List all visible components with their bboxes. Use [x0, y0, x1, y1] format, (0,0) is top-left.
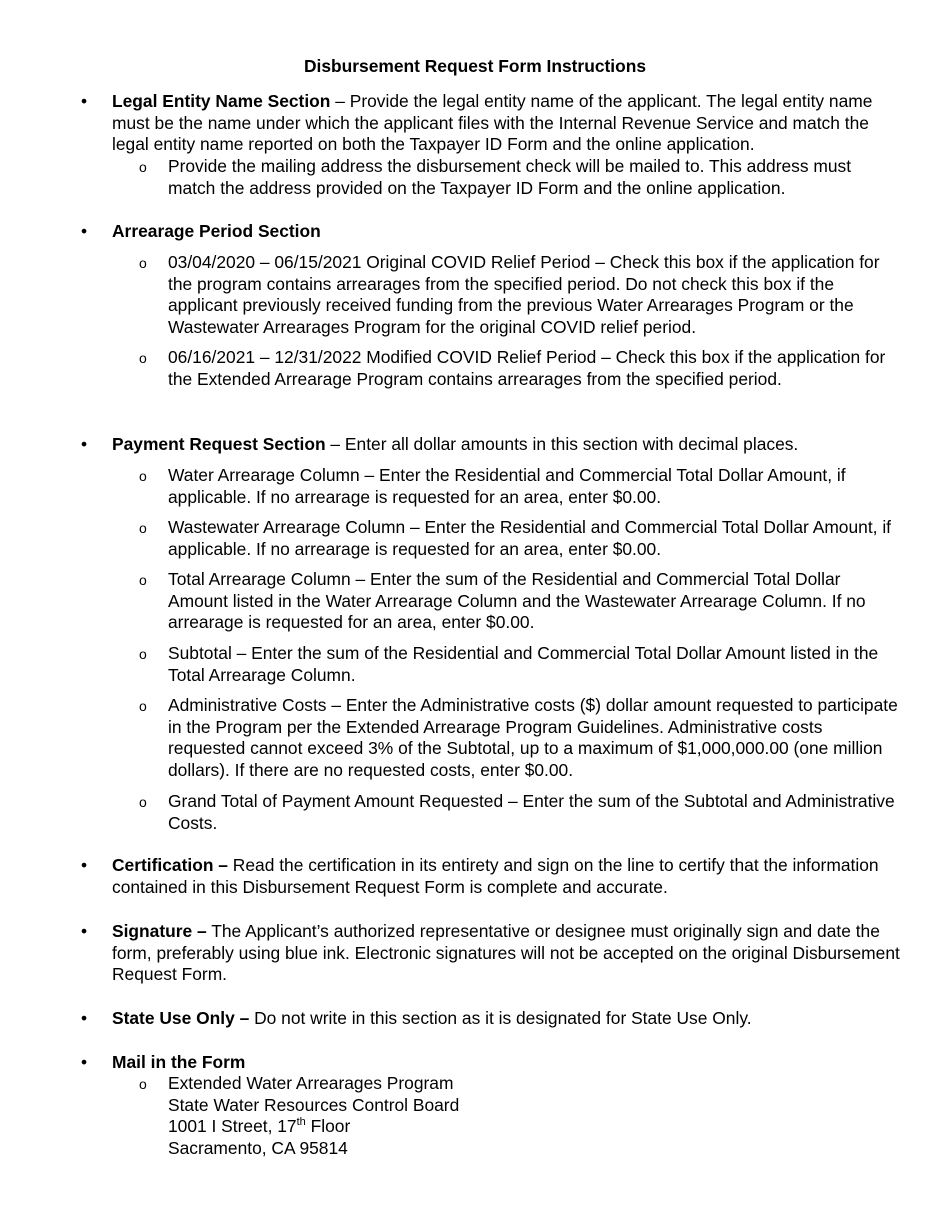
address-line-3-suffix: Floor: [305, 1116, 351, 1137]
legal-entity-sub-item: [139, 156, 900, 199]
sub-bullet-icon: o: [139, 255, 147, 271]
payment-request-text: – Enter all dollar amounts in this section with decimal places.: [325, 434, 799, 454]
legal-entity-text: – Provide the legal entity name of the applicant. The legal entity name must be the name under which the applicant files with the Internal Revenue Service and match the legal entity name reported on both the Taxpayer ID Form and the online application.: [112, 91, 873, 155]
page-title: Disbursement Request Form Instructions: [303, 56, 647, 76]
address-line-1: Extended Water Arrearages Program: [168, 1073, 454, 1093]
payment-sub-text: Total Arrearage Column – Enter the sum of the Residential and Commercial Total Dollar Amount listed in the Water Arrearage Column and the Wastewater Arrearage Column. If no arrearage is requested for an area, enter $0.00.: [168, 569, 866, 633]
legal-entity-sub-text: Provide the mailing address the disbursement check will be mailed to. This address must match the address provided on the Taxpayer ID Form and the online application.: [168, 156, 852, 198]
payment-sub-item: [139, 643, 900, 686]
bullet-icon: •: [81, 1008, 88, 1028]
arrearage-period-section: [81, 221, 902, 243]
arrearage-sub-text: 03/04/2020 – 06/15/2021 Original COVID Relief Period – Check this box if the application for the program contains arrearages from the specified period. Do not check this box if the applicant previously received funding from the previous Water Arrearages Program or the Wastewater Arrearages Program for the original COVID relief period.: [168, 252, 880, 337]
sub-bullet-icon: o: [139, 350, 147, 366]
payment-sub-item: [139, 695, 900, 781]
address-line-3: [168, 1116, 900, 1138]
payment-request-section: [81, 434, 902, 456]
legal-entity-section: [81, 91, 902, 156]
address-line-2: State Water Resources Control Board: [168, 1094, 460, 1115]
sub-bullet-icon: o: [139, 794, 147, 810]
sub-bullet-icon: o: [139, 646, 147, 662]
signature-text: The Applicant’s authorized representative or designee must originally sign and date the form, preferably using blue ink. Electronic signatures will not be accepted on the original Disbursement Request Form.: [112, 921, 900, 985]
mail-section: [81, 1052, 902, 1074]
certification-heading: Certification –: [112, 855, 228, 875]
state-use-heading: State Use Only –: [112, 1008, 250, 1028]
bullet-icon: •: [81, 91, 88, 111]
legal-entity-heading: Legal Entity Name Section: [112, 91, 331, 111]
signature-heading: Signature –: [112, 921, 207, 941]
mail-heading: Mail in the Form: [112, 1052, 246, 1072]
sub-bullet-icon: o: [139, 520, 147, 536]
state-use-section: [81, 1008, 902, 1030]
address-line-3-sup: th: [296, 1116, 306, 1129]
payment-sub-item: [139, 569, 900, 634]
sub-bullet-icon: o: [139, 1076, 147, 1092]
sub-bullet-icon: o: [139, 468, 147, 484]
bullet-icon: •: [81, 434, 88, 454]
certification-text: Read the certification in its entirety and sign on the line to certify that the information contained in this Disbursement Request Form is complete and accurate.: [112, 855, 879, 897]
payment-sub-text: Water Arrearage Column – Enter the Residential and Commercial Total Dollar Amount, if applicable. If no arrearage is requested for an area, enter $0.00.: [168, 465, 846, 507]
bullet-icon: •: [81, 921, 88, 941]
sub-bullet-icon: o: [139, 698, 147, 714]
arrearage-sub-text: 06/16/2021 – 12/31/2022 Modified COVID Relief Period – Check this box if the application for the Extended Arrearage Program contains arrearages from the specified period.: [168, 347, 886, 389]
address-line-3-prefix: 1001 I Street, 17: [168, 1116, 297, 1137]
payment-sub-text: Administrative Costs – Enter the Administrative costs ($) dollar amount requested to participate in the Program per the Extended Arrearage Program Guidelines. Administrative costs requested cannot exceed 3% of the Subtotal, up to a maximum of $1,000,000.00 (one million dollars). If there are no requested costs, enter $0.00.: [168, 695, 898, 780]
bullet-icon: •: [81, 1052, 88, 1072]
arrearage-sub-item: [139, 252, 900, 338]
payment-sub-item: [139, 791, 900, 834]
state-use-text: Do not write in this section as it is designated for State Use Only.: [249, 1008, 752, 1028]
payment-sub-text: Subtotal – Enter the sum of the Residential and Commercial Total Dollar Amount listed in the Total Arrearage Column.: [168, 643, 879, 685]
bullet-icon: •: [81, 855, 88, 875]
signature-section: [81, 921, 902, 986]
payment-sub-item: [139, 465, 900, 508]
payment-request-heading: Payment Request Section: [112, 434, 326, 454]
payment-sub-text: Wastewater Arrearage Column – Enter the Residential and Commercial Total Dollar Amount, if applicable. If no arrearage is requested for an area, enter $0.00.: [168, 517, 892, 559]
mailing-address: [139, 1073, 900, 1159]
payment-sub-item: [139, 517, 900, 560]
arrearage-period-heading: Arrearage Period Section: [112, 221, 321, 241]
sub-bullet-icon: o: [139, 572, 147, 588]
address-line-4: Sacramento, CA 95814: [168, 1137, 348, 1158]
bullet-icon: •: [81, 221, 88, 241]
arrearage-sub-item: [139, 347, 900, 390]
payment-sub-text: Grand Total of Payment Amount Requested – Enter the sum of the Subtotal and Administrative Costs.: [168, 791, 895, 833]
sub-bullet-icon: o: [139, 159, 147, 175]
certification-section: [81, 855, 902, 898]
